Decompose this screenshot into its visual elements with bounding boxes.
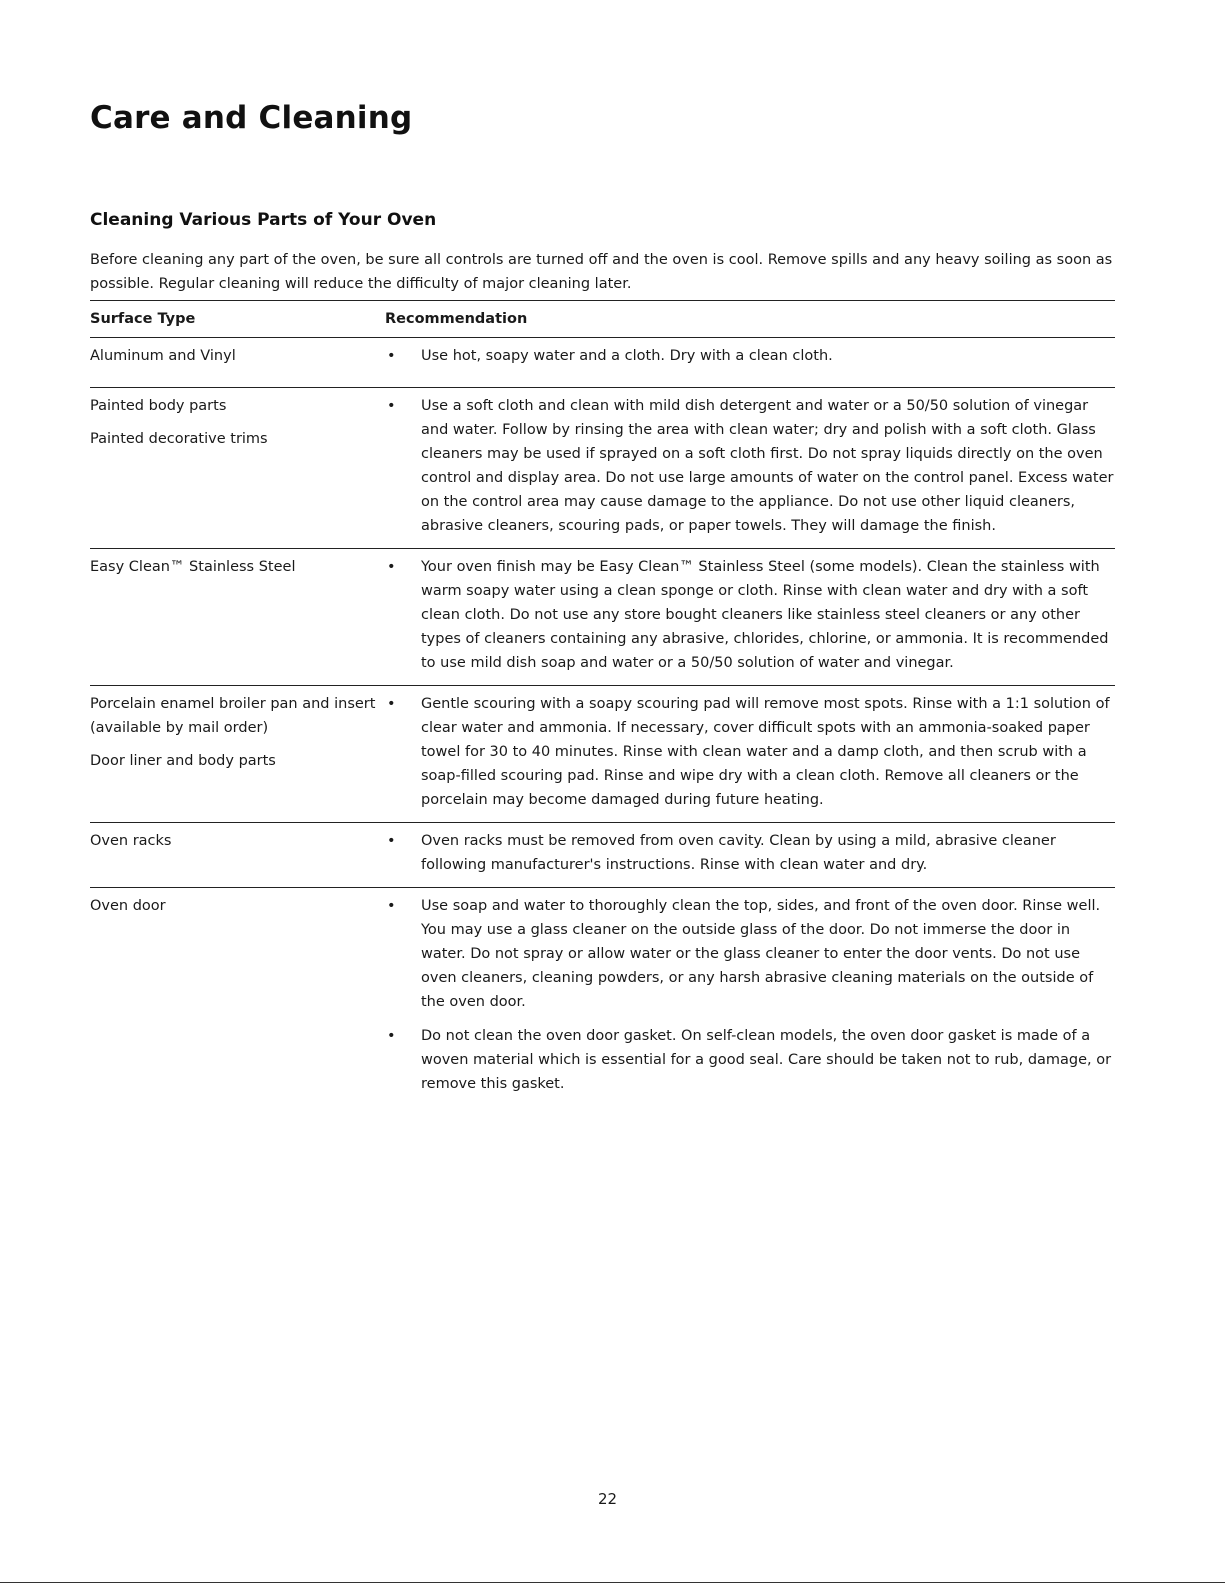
recommendation-list [385, 394, 1115, 538]
recommendation-item [385, 1024, 1115, 1096]
surface-type-label: Painted body parts [90, 398, 227, 414]
bullet-icon: • [387, 898, 396, 914]
surface-type-label: Door liner and body parts [90, 753, 276, 769]
recommendation-item [385, 692, 1115, 812]
table-row [90, 888, 1115, 1106]
recommendation-cell [385, 555, 1115, 675]
bullet-icon: • [387, 559, 396, 575]
surface-type-cell [90, 555, 385, 675]
bullet-icon: • [387, 833, 396, 849]
recommendation-list [385, 555, 1115, 675]
intro-paragraph: Before cleaning any part of the oven, be sure all controls are turned off and the oven is cool. Remove spills and any heavy soiling as soon as possible. Regular cleaning will reduce the difficulty of major cleaning later. [90, 252, 1113, 292]
surface-type-label: Porcelain enamel broiler pan and insert (available by mail order) [90, 696, 376, 736]
surface-type-label: Easy Clean™ Stainless Steel [90, 559, 296, 575]
table-row [90, 686, 1115, 823]
recommendation-item [385, 894, 1115, 1014]
cleaning-table [90, 300, 1115, 1106]
surface-type-cell [90, 894, 385, 1096]
recommendation-list [385, 692, 1115, 812]
recommendation-item [385, 394, 1115, 538]
recommendation-item [385, 344, 1115, 368]
surface-type-label: Painted decorative trims [90, 431, 268, 447]
recommendation-list [385, 894, 1115, 1096]
table-body [90, 338, 1115, 1106]
recommendation-cell [385, 344, 1115, 377]
recommendation-text: Your oven finish may be Easy Clean™ Stainless Steel (some models). Clean the stainless with warm soapy water using a clean sponge or cloth. Rinse with clean water and dry with a soft clean cloth. Do not use any store bought cleaners like stainless steel cleaners or any other types of cleaners containing any abrasive, chlorides, chlorine, or ammonia. It is recommended to use mild dish soap and water or a 50/50 solution of water and vinegar. [421, 559, 1109, 671]
surface-type-cell [90, 394, 385, 538]
recommendation-cell [385, 692, 1115, 812]
table-row [90, 549, 1115, 686]
table-row [90, 388, 1115, 549]
recommendation-item [385, 555, 1115, 675]
recommendation-list [385, 344, 1115, 368]
table-header-row [90, 301, 1115, 338]
recommendation-text: Use hot, soapy water and a cloth. Dry with a clean cloth. [421, 348, 833, 364]
bullet-icon: • [387, 696, 396, 712]
recommendation-text: Oven racks must be removed from oven cavity. Clean by using a mild, abrasive cleaner following manufacturer's instructions. Rinse with clean water and dry. [421, 833, 1056, 873]
page-title: Care and Cleaning [90, 100, 413, 136]
page-number: 22 [597, 1490, 618, 1508]
recommendation-cell [385, 894, 1115, 1096]
table-row [90, 823, 1115, 888]
recommendation-text: Gentle scouring with a soapy scouring pad will remove most spots. Rinse with a 1:1 solution of clear water and ammonia. If necessary, cover difficult spots with an ammonia-soaked paper towel for 30 to 40 minutes. Rinse with clean water and a damp cloth, and then scrub with a soap-filled scouring pad. Rinse and wipe dry with a clean cloth. Remove all cleaners or the porcelain may become damaged during future heating. [421, 696, 1110, 808]
surface-type-label: Oven door [90, 898, 166, 914]
surface-type-label: Oven racks [90, 833, 172, 849]
page-edge-line [0, 1582, 1225, 1583]
bullet-icon: • [387, 1028, 396, 1044]
recommendation-cell [385, 829, 1115, 877]
recommendation-text: Use a soft cloth and clean with mild dish detergent and water or a 50/50 solution of vinegar and water. Follow by rinsing the area with clean water; dry and polish with a soft cloth. Glass cleaners may be used if sprayed on a soft cloth first. Do not spray liquids directly on the oven control and display area. Do not use large amounts of water on the control panel. Excess water on the control area may cause damage to the appliance. Do not use other liquid cleaners, abrasive cleaners, scouring pads, or paper towels. They will damage the finish. [421, 398, 1114, 534]
recommendation-text: Use soap and water to thoroughly clean the top, sides, and front of the oven door. Rinse well. You may use a glass cleaner on the outside glass of the door. Do not immerse the door in water. Do not spray or allow water or the glass cleaner to enter the door vents. Do not use oven cleaners, cleaning powders, or any harsh abrasive cleaning materials on the outside of the oven door. [421, 898, 1101, 1010]
bullet-icon: • [387, 348, 396, 364]
recommendation-item [385, 829, 1115, 877]
bullet-icon: • [387, 398, 396, 414]
surface-type-label: Aluminum and Vinyl [90, 348, 236, 364]
surface-type-cell [90, 692, 385, 812]
surface-type-cell [90, 829, 385, 877]
recommendation-list [385, 829, 1115, 877]
table-row [90, 338, 1115, 388]
section-title: Cleaning Various Parts of Your Oven [90, 210, 437, 230]
surface-type-header: Surface Type [90, 311, 196, 327]
recommendation-text: Do not clean the oven door gasket. On self-clean models, the oven door gasket is made of a woven material which is essential for a good seal. Care should be taken not to rub, damage, or remove this gasket. [421, 1028, 1112, 1092]
recommendation-header: Recommendation [385, 311, 528, 327]
recommendation-cell [385, 394, 1115, 538]
surface-type-cell [90, 344, 385, 377]
